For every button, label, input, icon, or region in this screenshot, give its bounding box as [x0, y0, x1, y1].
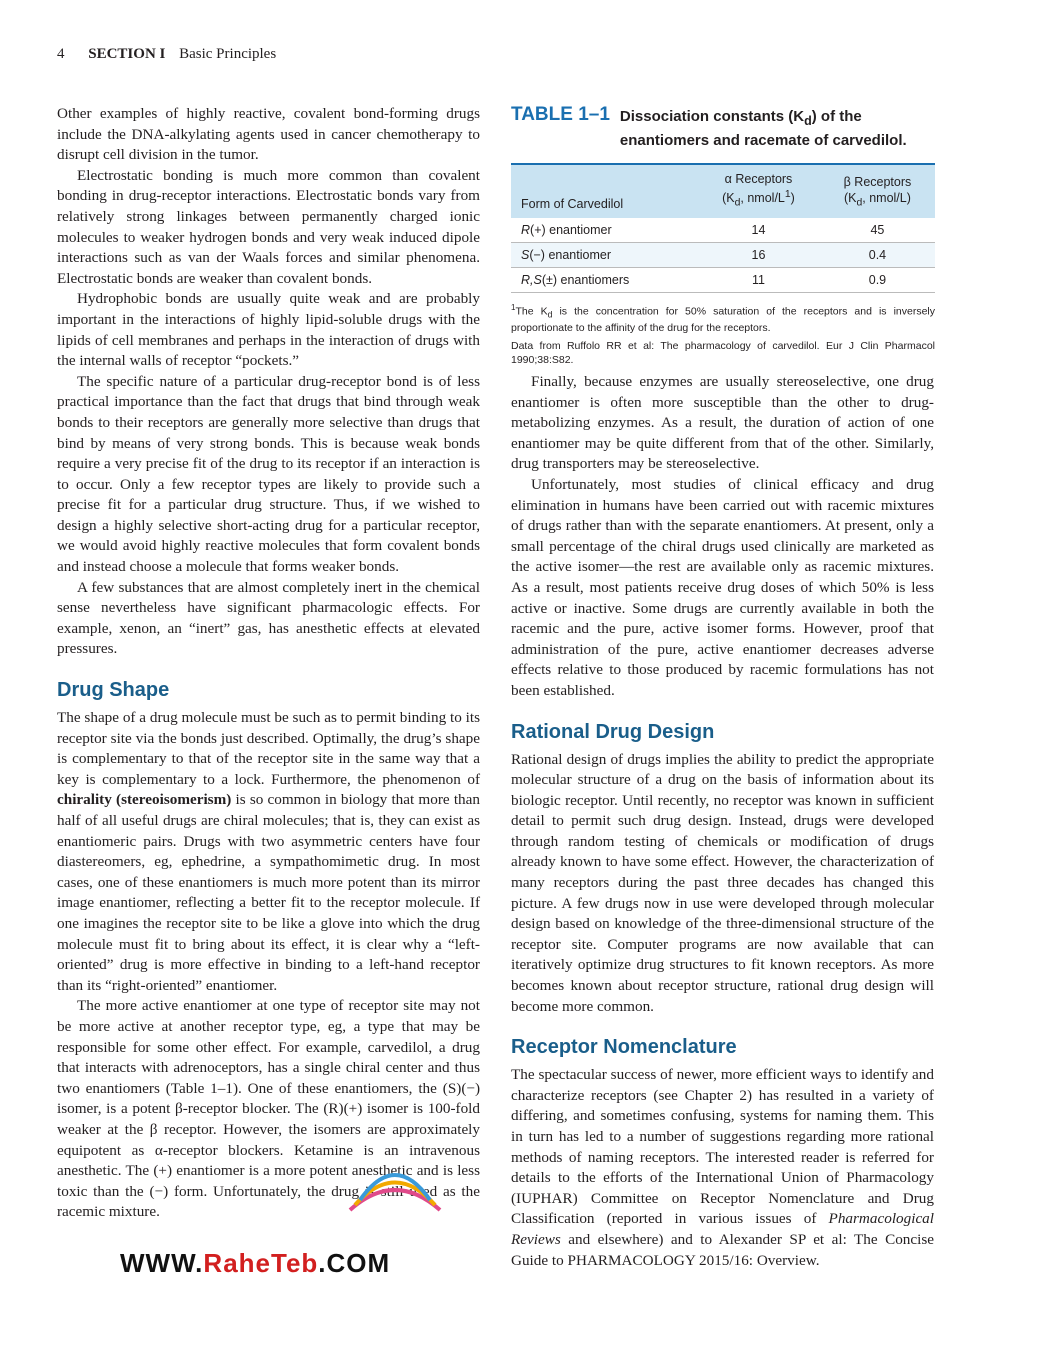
- page-number: 4: [57, 46, 65, 62]
- table-row: R(+) enantiomer 14 45: [511, 218, 935, 243]
- key-term: chirality (stereoisomerism): [57, 791, 232, 809]
- table-row: S(−) enantiomer 16 0.4: [511, 242, 935, 267]
- paragraph: Finally, because enzymes are usually stereoselective, one drug enantiomer is often more susceptible than the other to drug-metabolizing enzymes. As a result, the duration of action of one enantiomer may be quite different from that of the other. Similarly, drug transporters may be stereoselective.: [511, 373, 934, 473]
- table-1-1: [511, 104, 935, 367]
- left-column: [57, 104, 480, 1223]
- column-header: β Receptors ($K_d$, nmol/L): [843, 175, 912, 209]
- paragraph: The more active enantiomer at one type of receptor site may not be more active at another receptor type, eg, a type that may be responsible for some other effect. For example, carvedilol, a drug that interacts with adrenoceptors, has a single chiral center and thus two enantiomers (Table 1–1). One of these enantiomers, the (S)(−) isomer, is a potent β-receptor blocker. The (R)(+) isomer is 100-fold weaker at the β receptor. However, the isomers are approximately equipotent as α-receptor blockers. Ketamine is an intravenous anesthetic. The (+) enantiomer is a more potent anesthetic and is less toxic than the (−) form. Unfortunately, the drug is still used as the racemic mixture.: [57, 997, 480, 1221]
- heading-receptor-nomenclature: Receptor Nomenclature: [511, 1036, 737, 1059]
- running-header: [57, 46, 276, 63]
- right-column: [511, 372, 934, 1271]
- table-row: R,S(±) enantiomers 11 0.9: [511, 267, 935, 292]
- paragraph: A few substances that are almost completely inert in the chemical sense nevertheless have significant pharmacologic effects. For example, xenon, an “inert” gas, has anesthetic effects at elevated pressures.: [57, 578, 480, 658]
- dissociation-table: [511, 163, 935, 293]
- paragraph: The spectacular success of newer, more efficient ways to identify and characterize receptors (see Chapter 2) has resulted in a variety of differing, and sometimes confusing, systems for naming them. This in turn has led to a number of suggestions regarding more rational methods of naming receptors. The interested reader is referred for details to the efforts of the International Union of Pharmacology (IUPHAR) Committee on Receptor Nomenclature and Drug Classification (reported in various issues of Pharmacological Reviews and elsewhere) and to Alexander SP et al: The Concise Guide to PHARMACOLOGY 2015/16: Overview.: [511, 1066, 934, 1269]
- table-caption: Dissociation constants $(K_d)$ of the enantiomers and racemate of carvedilol.: [619, 108, 907, 149]
- paragraph: Rational design of drugs implies the ability to predict the appropriate molecular structure of a drug on the basis of information about its biologic receptor. Until recently, no receptor was known in sufficient detail to permit such drug design. Instead, drugs were developed through random testing of chemicals or modification of drugs already known to have some effect. However, the characterization of many receptors during the past three decades has changed this picture. A few drugs now in use were developed through molecular design based on knowledge of the three-dimensional structure of the receptor site. Computer programs are now available that can iteratively optimize drug structures to fit known receptors. As more becomes known about receptor structure, rational drug design will become more common.: [511, 750, 934, 1015]
- column-header: Form of Carvedilol: [521, 196, 624, 211]
- paragraph: Electrostatic bonding is much more common than covalent bonding in drug-receptor interactions. Electrostatic bonds vary from relatively strong linkages between permanently charged ionic molecules to weaker hydrogen bonds and very weak induced dipole interactions such as van der Waals forces and similar phenomena. Electrostatic bonds are weaker than covalent bonds.: [57, 166, 480, 287]
- section-title: Basic Principles: [179, 46, 277, 62]
- heading-rational-drug-design: Rational Drug Design: [511, 720, 715, 743]
- table-label: TABLE 1–1: [511, 104, 610, 125]
- table-footnote: $^1$The $K_d$ is the concentration for 50% saturation of the receptors and is inversely proportionate to the affinity of the drug for the receptors.: [511, 302, 935, 335]
- table-source: Data from Ruffolo RR et al: The pharmacology of carvedilol. Eur J Clin Pharmacol 1990;38:S82.: [511, 340, 935, 367]
- paragraph: The shape of a drug molecule must be such as to permit binding to its receptor site via the bonds just described. Optimally, the drug’s shape is complementary to that of the receptor site in the same way that a key is complementary to a lock. Furthermore, the phenomenon of chirality (stereoisomerism) is so common in biology that more than half of all useful drugs are chiral molecules; that is, they can exist as enantiomeric pairs. Drugs with two asymmetric centers have four diastereomers, eg, ephedrine, a sympathomimetic drug. In most cases, one of these enantiomers is much more potent than its mirror image enantiomer, reflecting a better fit to the receptor molecule. If one imagines the receptor site to be like a glove into which the drug molecule must fit to bring about its effect, it is clear why a “left-oriented” drug is more effective in binding to a left-hand receptor than its “right-oriented” enantiomer.: [57, 709, 480, 994]
- paragraph: The specific nature of a particular drug-receptor bond is of less practical importance than the fact that drugs that bind through weak bonds to their receptors are generally more selective than drugs that bind by means of very strong bonds. This is because weak bonds require a very precise fit of the drug to its receptor if an interaction is to occur. Only a few receptor types are likely to provide such a precise fit for a particular drug structure. Thus, if we wished to design a highly selective short-acting drug for a particular receptor, we would avoid highly reactive molecules that form covalent bonds and instead choose a molecule that forms weaker bonds.: [57, 372, 480, 576]
- book-logo-icon: [330, 1150, 460, 1220]
- paragraph: Other examples of highly reactive, covalent bond-forming drugs include the DNA-alkylating agents used in cancer chemotherapy to disrupt cell division in the tumor.: [57, 105, 480, 164]
- heading-drug-shape: Drug Shape: [57, 679, 170, 702]
- watermark-url: WWW.RaheTeb.COM: [120, 1248, 391, 1278]
- column-header: α Receptors ($K_d$, nmol/$L^1$): [722, 172, 795, 209]
- paragraph: Hydrophobic bonds are usually quite weak and are probably important in the interactions of highly lipid-soluble drugs with the lipids of cell membranes and perhaps in the interaction of drugs with the internal walls of receptor “pockets.”: [57, 290, 480, 370]
- paragraph: Unfortunately, most studies of clinical efficacy and drug elimination in humans have been carried out with racemic mixtures of drugs rather than with the separate enantiomers. At present, only a small percentage of the chiral drugs used clinically are marketed as the active isomer—the rest are available only as racemic mixtures. As a result, most patients receive drug doses of which 50% is less active or inactive. Some drugs are currently available in both the racemic and the pure, active isomer forms. However, proof that administration of the pure, active enantiomer decreases adverse effects relative to those produced by racemic formulations has not been established.: [511, 475, 934, 699]
- section-label: SECTION I: [88, 46, 166, 62]
